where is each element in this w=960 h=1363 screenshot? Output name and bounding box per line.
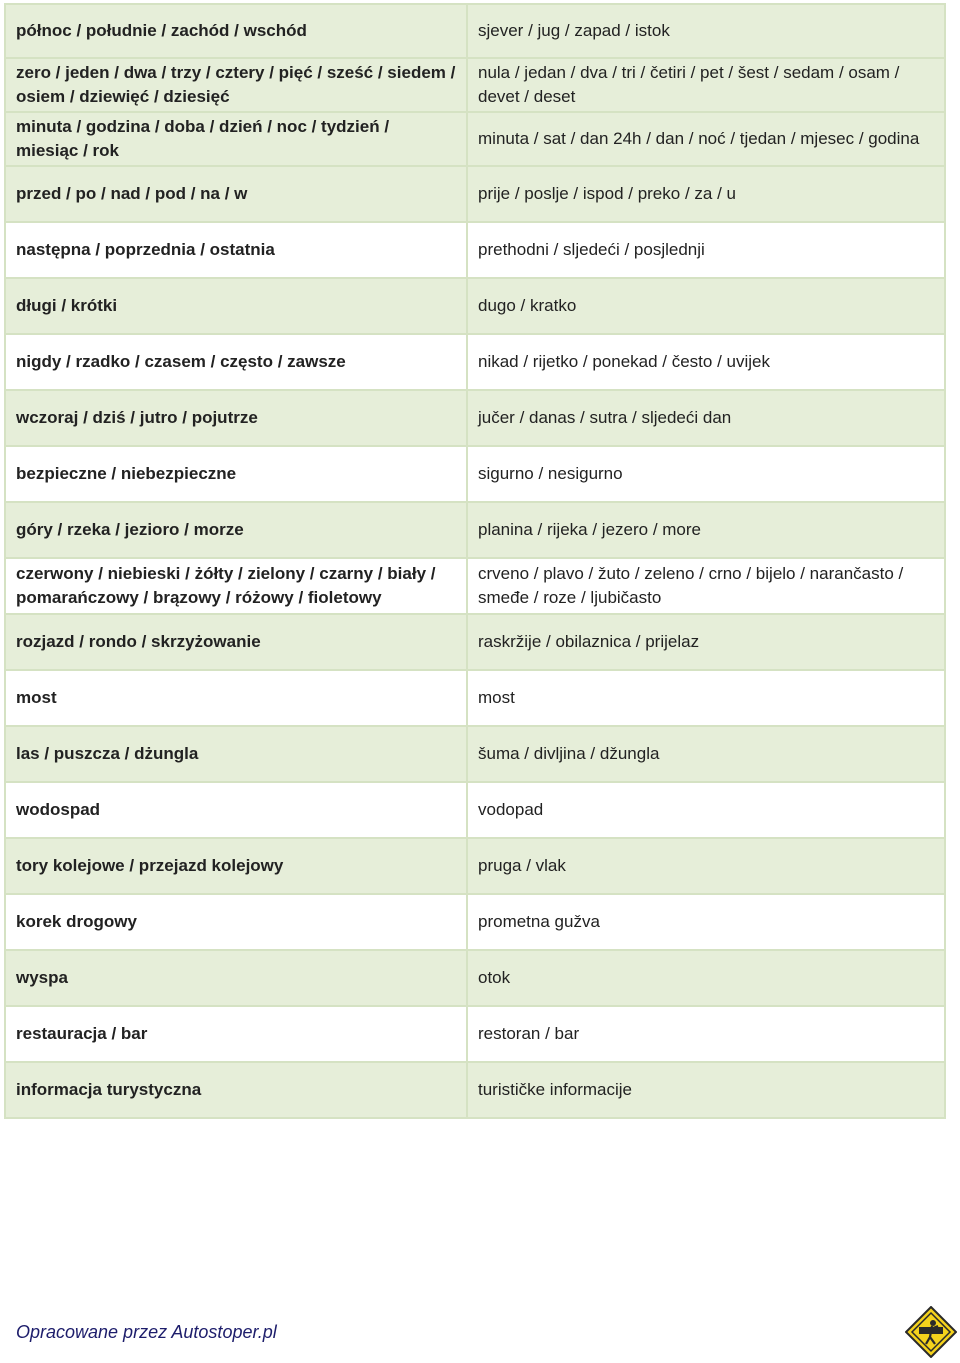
vocab-row xyxy=(6,1007,944,1061)
vocab-row xyxy=(6,167,944,221)
vocab-row xyxy=(6,951,944,1005)
polish-term: następna / poprzednia / ostatnia xyxy=(6,223,466,277)
vocab-row xyxy=(6,503,944,557)
croatian-term: otok xyxy=(468,951,944,1005)
polish-term: północ / południe / zachód / wschód xyxy=(6,5,466,57)
croatian-term: planina / rijeka / jezero / more xyxy=(468,503,944,557)
vocab-row xyxy=(6,59,944,111)
croatian-term: restoran / bar xyxy=(468,1007,944,1061)
croatian-term: minuta / sat / dan 24h / dan / noć / tjedan / mjesec / godina xyxy=(468,113,944,165)
vocab-row xyxy=(6,559,944,613)
croatian-term: vodopad xyxy=(468,783,944,837)
vocab-row xyxy=(6,839,944,893)
vocab-row xyxy=(6,5,944,57)
polish-term: czerwony / niebieski / żółty / zielony / czarny / biały / pomarańczowy / brązowy / różowy / fioletowy xyxy=(6,559,466,613)
polish-term: informacja turystyczna xyxy=(6,1063,466,1117)
vocabulary-table xyxy=(4,3,946,1119)
croatian-term: raskržije / obilaznica / prijelaz xyxy=(468,615,944,669)
croatian-term: prometna gužva xyxy=(468,895,944,949)
polish-term: zero / jeden / dwa / trzy / cztery / pięć / sześć / siedem / osiem / dziewięć / dziesięć xyxy=(6,59,466,111)
croatian-term: turističke informacije xyxy=(468,1063,944,1117)
vocab-row xyxy=(6,335,944,389)
vocab-row xyxy=(6,727,944,781)
croatian-term: dugo / kratko xyxy=(468,279,944,333)
autostoper-logo-icon xyxy=(905,1306,957,1358)
croatian-term: prethodni / sljedeći / posjlednji xyxy=(468,223,944,277)
polish-term: restauracja / bar xyxy=(6,1007,466,1061)
polish-term: tory kolejowe / przejazd kolejowy xyxy=(6,839,466,893)
croatian-term: jučer / danas / sutra / sljedeći dan xyxy=(468,391,944,445)
vocab-row xyxy=(6,391,944,445)
vocab-row xyxy=(6,113,944,165)
polish-term: nigdy / rzadko / czasem / często / zawsze xyxy=(6,335,466,389)
croatian-term: sjever / jug / zapad / istok xyxy=(468,5,944,57)
polish-term: most xyxy=(6,671,466,725)
polish-term: długi / krótki xyxy=(6,279,466,333)
croatian-term: sigurno / nesigurno xyxy=(468,447,944,501)
polish-term: bezpieczne / niebezpieczne xyxy=(6,447,466,501)
footer-credit: Opracowane przez Autostoper.pl xyxy=(16,1322,277,1342)
croatian-term: most xyxy=(468,671,944,725)
croatian-term: pruga / vlak xyxy=(468,839,944,893)
polish-term: las / puszcza / dżungla xyxy=(6,727,466,781)
polish-term: wodospad xyxy=(6,783,466,837)
croatian-term: šuma / divljina / džungla xyxy=(468,727,944,781)
polish-term: przed / po / nad / pod / na / w xyxy=(6,167,466,221)
croatian-term: prije / poslje / ispod / preko / za / u xyxy=(468,167,944,221)
croatian-term: nikad / rijetko / ponekad / često / uvijek xyxy=(468,335,944,389)
polish-term: minuta / godzina / doba / dzień / noc / tydzień / miesiąc / rok xyxy=(6,113,466,165)
polish-term: góry / rzeka / jezioro / morze xyxy=(6,503,466,557)
vocabulary-table-body xyxy=(6,5,944,1117)
vocab-row xyxy=(6,447,944,501)
croatian-term: crveno / plavo / žuto / zeleno / crno / bijelo / narančasto / smeđe / roze / ljubičasto xyxy=(468,559,944,613)
polish-term: wyspa xyxy=(6,951,466,1005)
vocab-row xyxy=(6,1063,944,1117)
polish-term: korek drogowy xyxy=(6,895,466,949)
vocab-row xyxy=(6,615,944,669)
croatian-term: nula / jedan / dva / tri / četiri / pet / šest / sedam / osam / devet / deset xyxy=(468,59,944,111)
vocab-row xyxy=(6,223,944,277)
polish-term: rozjazd / rondo / skrzyżowanie xyxy=(6,615,466,669)
vocab-row xyxy=(6,279,944,333)
vocab-row xyxy=(6,895,944,949)
polish-term: wczoraj / dziś / jutro / pojutrze xyxy=(6,391,466,445)
vocab-row xyxy=(6,671,944,725)
vocab-row xyxy=(6,783,944,837)
